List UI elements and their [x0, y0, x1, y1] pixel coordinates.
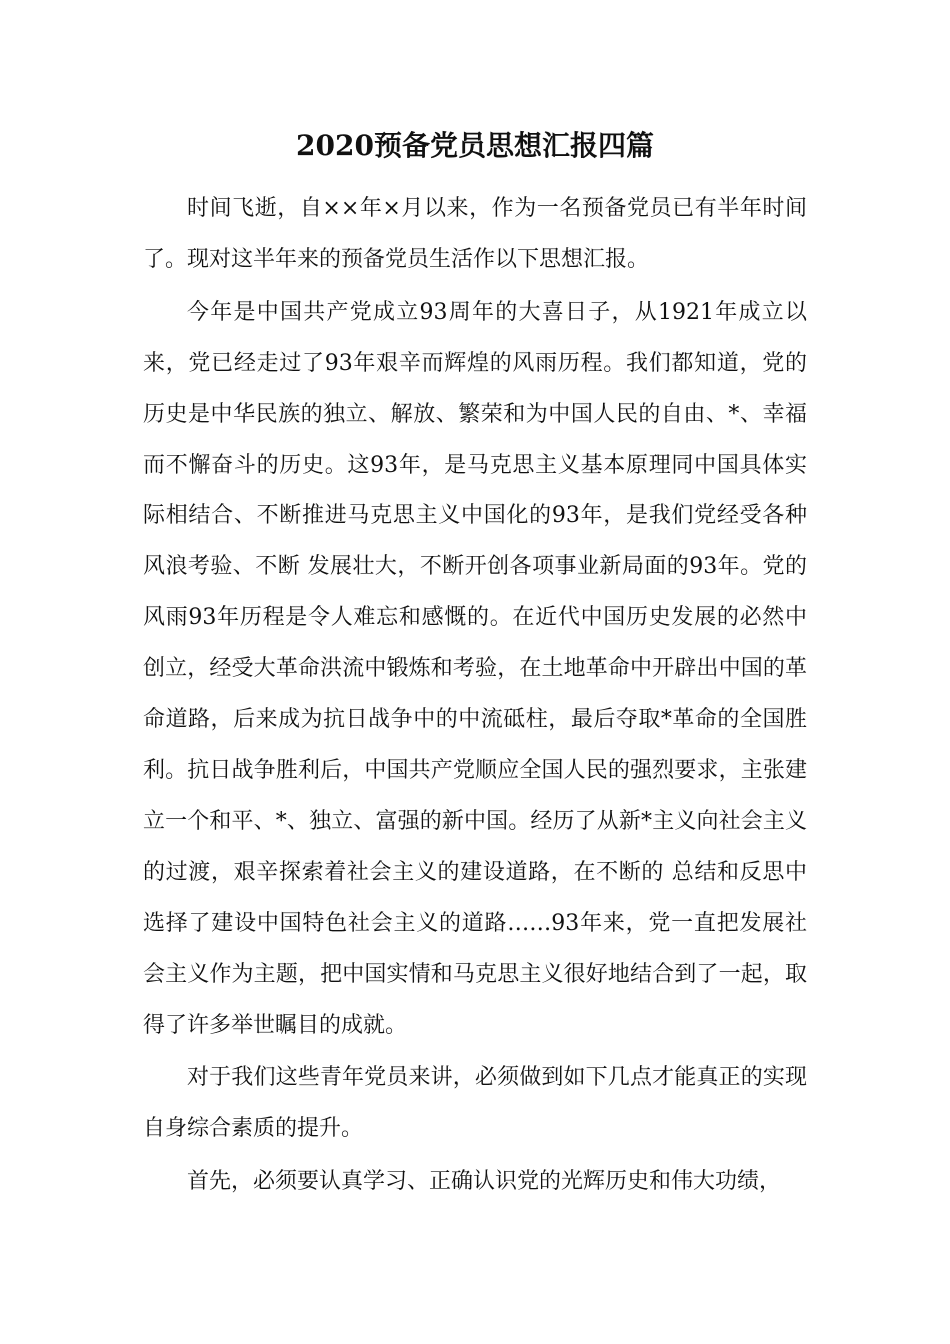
paragraph-intro: 时间飞逝，自××年×月以来，作为一名预备党员已有半年时间了。现对这半年来的预备党员生活作以下思想汇报。 [143, 196, 807, 272]
paragraph-first-point: 首先，必须要认真学习、正确认识党的光辉历史和伟大功绩， [187, 1169, 782, 1195]
document-title: 2020预备党员思想汇报四篇 [296, 129, 654, 162]
document-body [143, 184, 807, 1210]
paragraph-party-history: 今年是中国共产党成立93周年的大喜日子，从1921年成立以来，党已经走过了93年艰辛而辉煌的风雨历程。我们都知道，党的历史是中华民族的独立、解放、繁荣和为中国人民的自由、*、幸福而不懈奋斗的历史。这93年，是马克思主义基本原理同中国具体实际相结合、不断推进马克思主义中国化的93年，是我们党经受各种风浪考验、不断 发展壮大，不断开创各项事业新局面的93年。党的风雨93年历程是令人难忘和感慨的。在近代中国历史发展的必然中创立，经受大革命洪流中锻炼和考验，在土地革命中开辟出中国的革命道路，后来成为抗日战争中的中流砥柱，最后夺取*革命的全国胜利。抗日战争胜利后，中国共产党顺应全国人民的强烈要求，主张建立一个和平、*、独立、富强的新中国。经历了从新*主义向社会主义的过渡，艰辛探索着社会主义的建设道路，在不断的 总结和反思中选择了建设中国特色社会主义的道路……93年来，党一直把发展社会主义作为主题，把中国实情和马克思主义很好地结合到了一起，取得了许多举世瞩目的成就。 [143, 299, 807, 1038]
paragraph-young-members: 对于我们这些青年党员来讲，必须做到如下几点才能真正的实现自身综合素质的提升。 [143, 1065, 807, 1142]
